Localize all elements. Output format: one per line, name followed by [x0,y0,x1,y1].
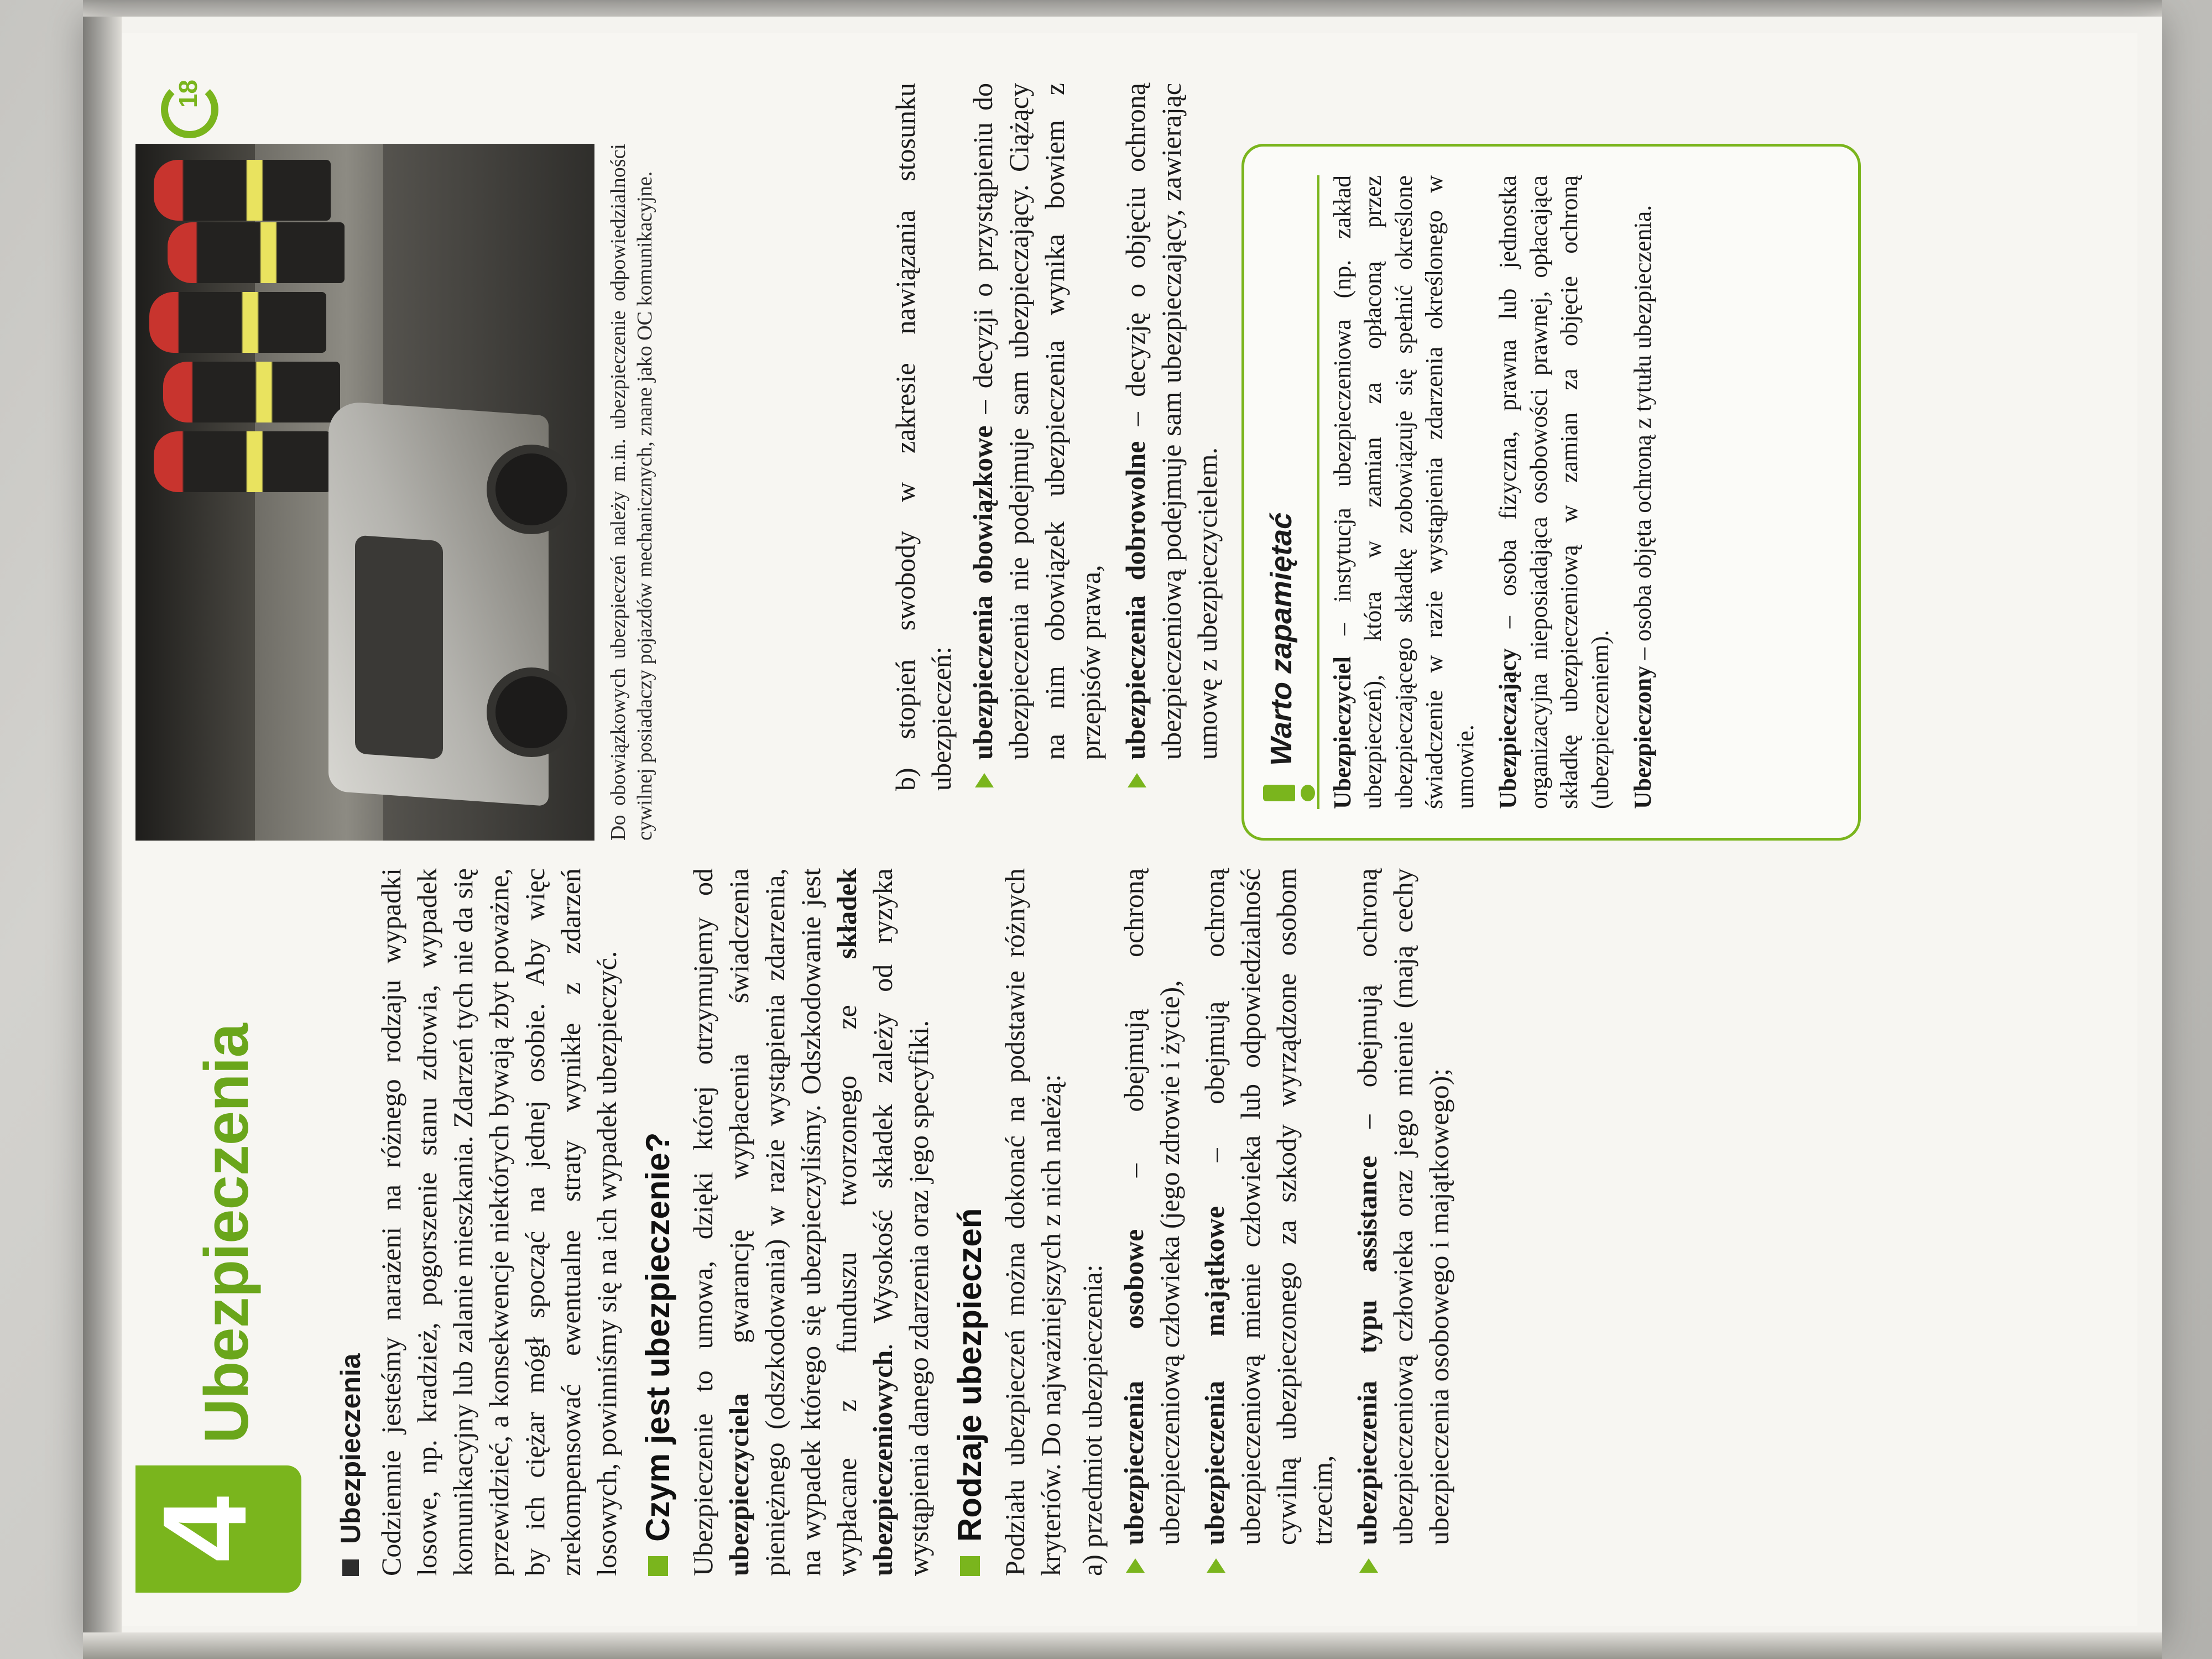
page-content [113,33,2137,1626]
page-edge-bottom [83,1632,2162,1659]
exclamation-icon [1263,777,1314,809]
paragraph-intro: Codziennie jesteśmy narażeni na różnego rodzaju wypadki losowe, np. kradzież, pogorszenie stanu zdrowia, wypadek komunikacyjny lub zalanie mieszkania. Zdarzeń tych nie da się przewidzieć, a konsekwencje niektórych bywają zbyt poważne, by ich ciężar mógł spocząć na jednej osobie. Aby więc zrekompensować ewentualne straty wynikłe z zdarzeń losowych, powinniśmy się na ich wypadek ubezpieczyć. [375,868,622,1576]
photo-caption: Do obowiązkowych ubezpieczeń należy m.in. ubezpieczenie odpowiedzialności cywilnej posiadaczy pojazdów mechanicznych, znane jako OC komunikacyjne. [607,144,656,841]
list-item [1197,868,1340,1576]
glossary-term: Ubezpieczyciel [1329,656,1356,809]
heading-ubezpieczenia: Ubezpieczenia [335,868,367,1576]
chapter-number-badge: 4 [135,1465,301,1593]
list-item [965,83,1109,791]
heading-rodzaje-ubezpieczen: Rodzaje ubezpieczeń [951,868,988,1576]
term-skladek: składek ubezpieczeniowych [831,868,899,1576]
list-text: – decyzji o przystąpieniu do ubezpieczenia nie podejmuje sam ubezpieczający. Ciążący na nim obowiązek ubezpieczenia wynika bowiem z przepisów prawa, [967,83,1106,760]
list-a-label: a) przedmiot ubezpieczenia: [1077,1264,1108,1576]
heading-czym-jest-ubezpieczenie: Czym jest ubezpieczenie? [639,868,676,1576]
list-term: ubezpieczenia dobrowolne [1120,441,1151,760]
term-ubezpieczyciel: ubezpieczyciela [723,1393,755,1576]
list-text: – obejmują ochroną ubezpieczeniową człowieka oraz jego mienie (mają cechy ubezpieczenia osobowego i majątkowego); [1352,868,1455,1545]
list-text: – obejmują ochroną ubezpieczeniową człowieka (jego zdrowie i życie), [1118,868,1186,1545]
glossary-entry [1493,175,1615,809]
what-is-part-c: gwarancję wypłacenia świadczenia pieniężnego (odszkodowania) w razie wystąpienia zdarzenia, na wypadek którego się ubezpieczyliśmy. Odszkodowanie jest wypłacane z funduszu tworzonego ze [723,868,863,1576]
list-term: ubezpieczenia majątkowe [1199,1206,1230,1545]
page-number: 18 [174,80,202,108]
list-item [1118,83,1225,791]
glossary-text: – osoba fizyczna, prawna lub jednostka organizacyjna nieposiadająca osobowości prawnej, opłacająca składkę ubezpieczeniową w zamian za objęcie ochroną (ubezpieczeniem). [1494,175,1614,809]
list-term: ubezpieczenia typu assistance [1352,1155,1383,1545]
paragraph-kinds: Podziału ubezpieczeń można dokonać na podstawie różnych kryteriów. Do najważniejszych z nich należą: [999,868,1067,1576]
glossary-entry [1327,175,1480,809]
list-b [965,83,1225,791]
firefighter-figure [163,362,340,422]
rotated-page-wrapper [113,33,2137,1626]
list-text: – decyzję o objęciu ochroną ubezpieczeniową podejmuje sam ubezpieczający, zawierając umowę z ubezpieczycielem. [1120,83,1223,760]
list-item [1116,868,1188,1576]
glossary-text: – instytucja ubezpieczeniowa (np. zakład ubezpieczeń), która w zamian za opłaconą przez ubezpieczającego składkę zobowiązuje się spełnić określone świadczenie w razie wystąpienia zdarzenia określonego w umowie. [1329,175,1479,809]
remember-box [1241,144,1861,841]
firefighter-figure [154,431,331,492]
remember-box-title: Warto zapamiętać [1265,512,1298,766]
glossary-term: Ubezpieczony [1629,665,1656,809]
what-is-part-e: . Wysokość składek zależy od ryzyka wystąpienia danego zdarzenia oraz jego specyfiki. [867,868,935,1576]
glossary-term: Ubezpieczający [1494,648,1522,809]
firefighter-figure [154,160,331,221]
list-term: ubezpieczenia obowiązkowe [967,425,998,760]
paragraph-what-is [685,868,937,1576]
page-edge-top [83,0,2162,19]
column-left [335,868,2093,1576]
firefighter-figure [168,222,345,283]
firefighter-figure [149,292,326,353]
list-b-label: b) stopień swobody w zakresie nawiązania stosunku ubezpieczeń: [890,83,957,791]
list-term: ubezpieczenia osobowe [1118,1229,1150,1545]
list-a [1116,868,1457,1576]
glossary-entry [1627,175,1658,809]
page-number-marker [156,81,214,138]
divider [1317,175,1319,809]
glossary-text: – osoba objęta ochroną z tytułu ubezpieczenia. [1629,205,1656,666]
what-is-part-a: Ubezpieczenie to umowa, dzięki której otrzymujemy od [687,868,719,1576]
list-item [1349,868,1457,1576]
list-text: – obejmują ochroną ubezpieczeniową mienie człowieka lub odpowiedzialność cywilną ubezpieczonego za szkody wyrządzone osobom trzecim, [1199,868,1338,1545]
page-title: Ubezpieczenia [192,1024,261,1443]
